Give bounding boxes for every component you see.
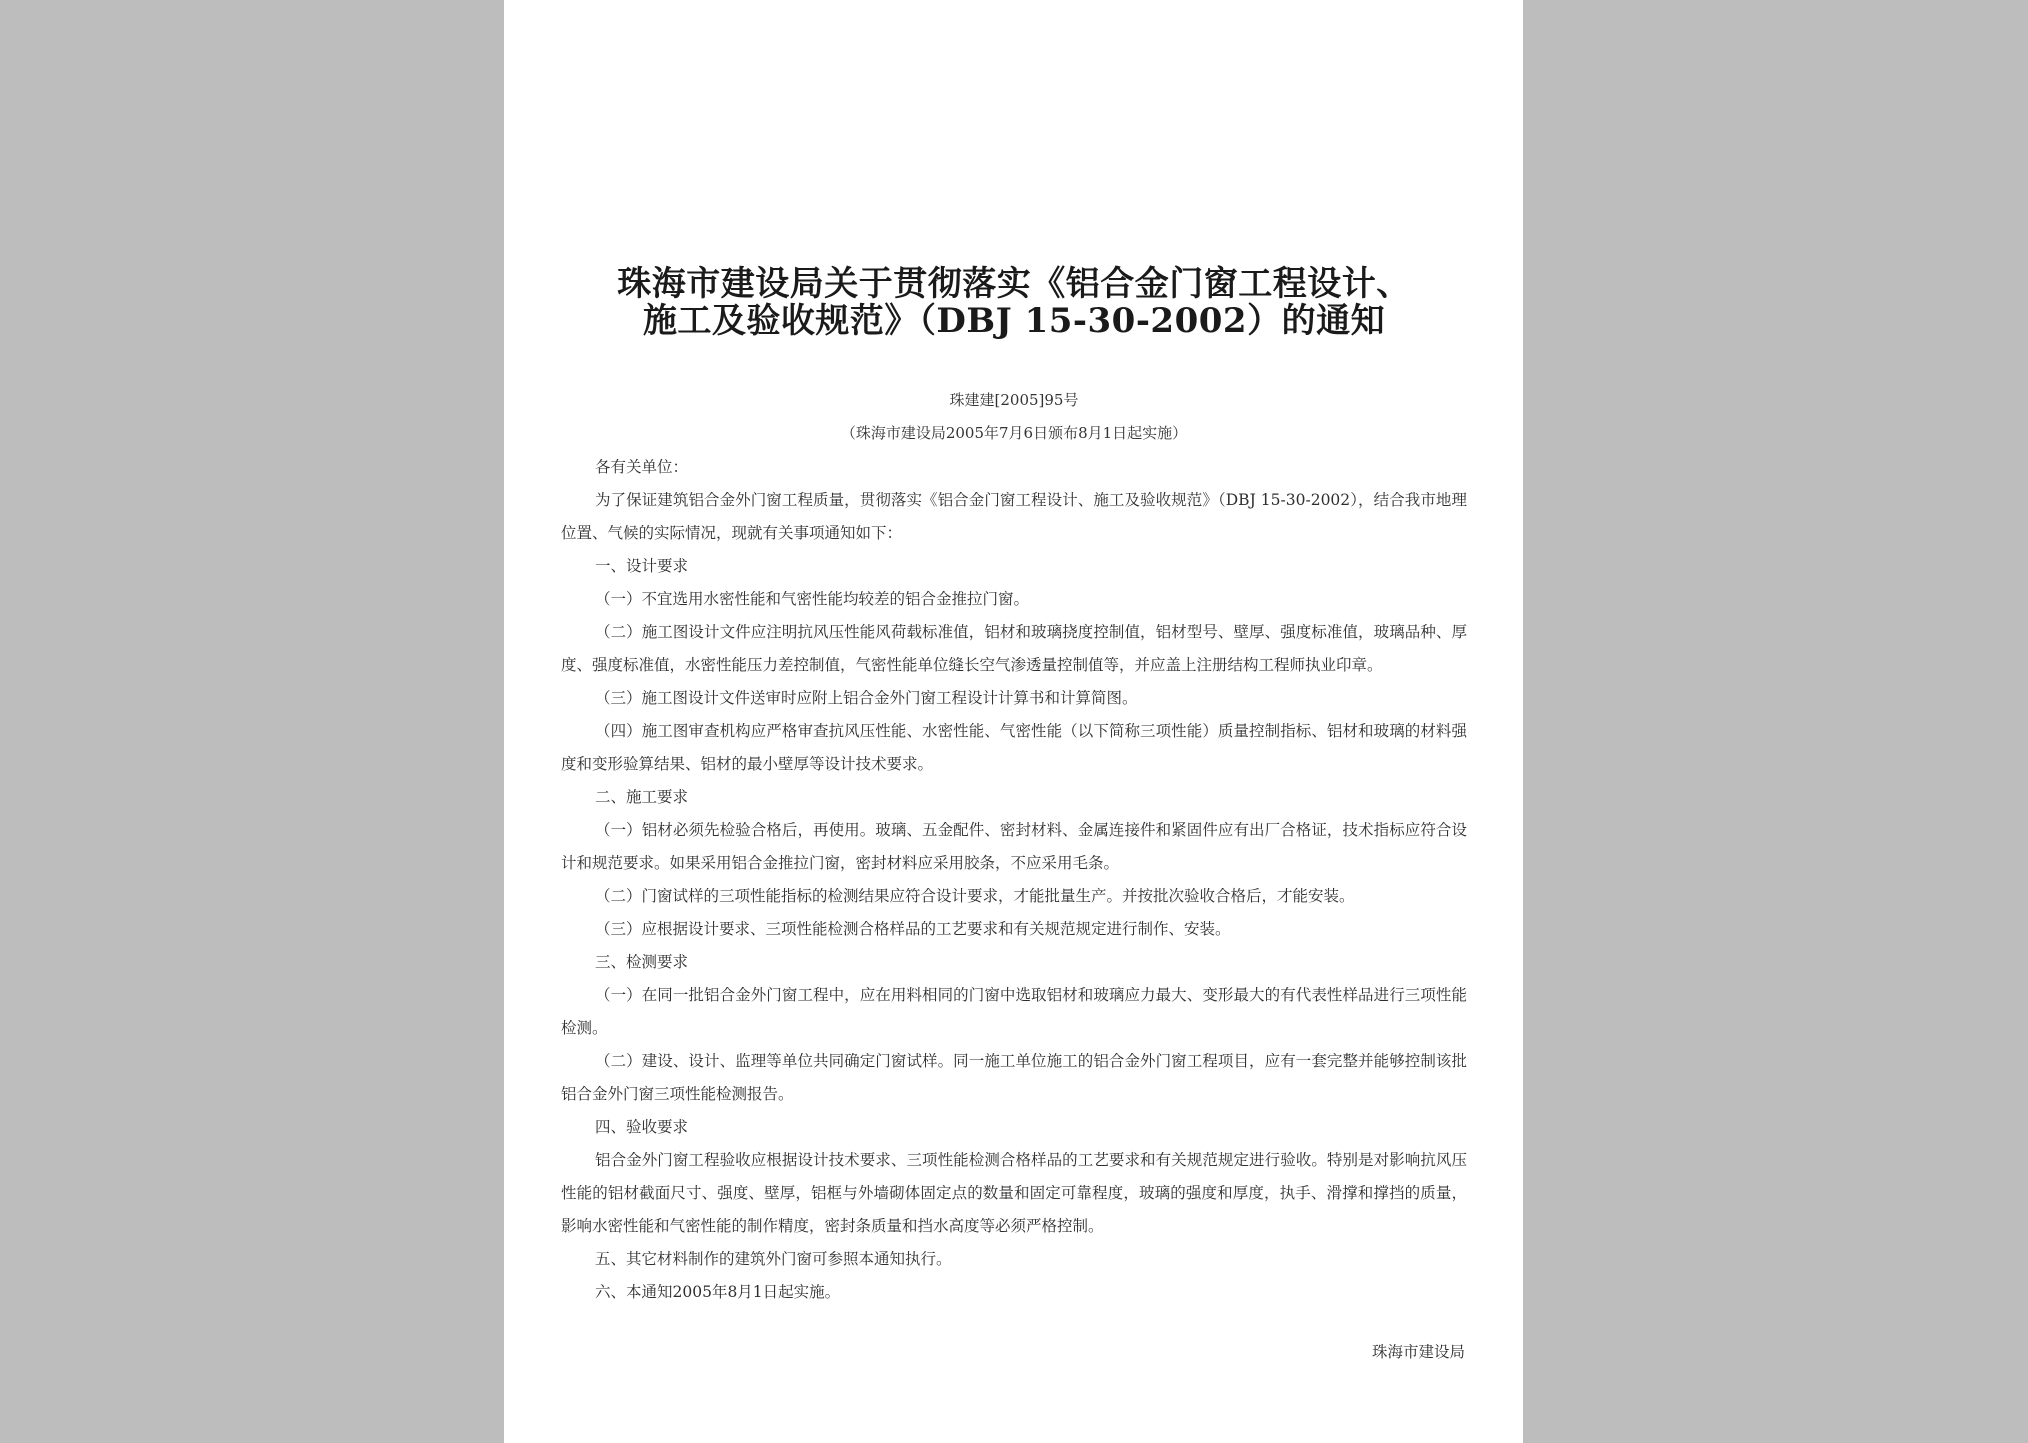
intro-paragraph: 为了保证建筑铝合金外门窗工程质量，贯彻落实《铝合金门窗工程设计、施工及验收规范》（DBJ 15-30-2002），结合我市地理位置、气候的实际情况，现就有关事项通知如下： xyxy=(561,491,1467,542)
paragraph: （三）施工图设计文件送审时应附上铝合金外门窗工程设计计算书和计算简图。 xyxy=(595,689,1138,707)
paragraph: （二）建设、设计、监理等单位共同确定门窗试样。同一施工单位施工的铝合金外门窗工程项目，应有一套完整并能够控制该批铝合金外门窗三项性能检测报告。 xyxy=(561,1052,1467,1103)
document-number: 珠建建[2005]95号 xyxy=(949,391,1079,409)
salutation: 各有关单位： xyxy=(595,458,689,476)
paragraph: （一）在同一批铝合金外门窗工程中，应在用料相同的门窗中选取铝材和玻璃应力最大、变形最大的有代表性样品进行三项性能检测。 xyxy=(561,986,1467,1037)
section-heading: 一、设计要求 xyxy=(595,557,689,575)
paragraph: （二）门窗试样的三项性能指标的检测结果应符合设计要求，才能批量生产。并按批次验收合格后，才能安装。 xyxy=(595,887,1355,905)
paragraph: 铝合金外门窗工程验收应根据设计技术要求、三项性能检测合格样品的工艺要求和有关规范规定进行验收。特别是对影响抗风压性能的铝材截面尺寸、强度、壁厚，铝框与外墙砌体固定点的数量和固定可靠程度，玻璃的强度和厚度，执手、滑撑和撑挡的质量，影响水密性能和气密性能的制作精度，密封条质量和挡水高度等必须严格控制。 xyxy=(561,1151,1467,1235)
paragraph: （一）铝材必须先检验合格后，再使用。玻璃、五金配件、密封材料、金属连接件和紧固件应有出厂合格证，技术指标应符合设计和规范要求。如果采用铝合金推拉门窗，密封材料应采用胶条，不应采用毛条。 xyxy=(561,821,1467,872)
document-page xyxy=(504,0,1523,1443)
issue-note: （珠海市建设局2005年7月6日颁布8月1日起实施） xyxy=(840,424,1188,442)
document-title-line-2: 施工及验收规范》（DBJ 15-30-2002）的通知 xyxy=(642,301,1386,341)
paragraph: （三）应根据设计要求、三项性能检测合格样品的工艺要求和有关规范规定进行制作、安装。 xyxy=(595,920,1231,938)
paragraph: （一）不宜选用水密性能和气密性能均较差的铝合金推拉门窗。 xyxy=(595,590,1030,608)
document-title-line-1: 珠海市建设局关于贯彻落实《铝合金门窗工程设计、 xyxy=(617,264,1411,304)
paragraph: 六、本通知2005年8月1日起实施。 xyxy=(595,1283,841,1301)
section-heading: 三、检测要求 xyxy=(595,953,689,971)
document-body xyxy=(561,451,1467,1309)
section-heading: 二、施工要求 xyxy=(595,788,689,806)
paragraph: （二）施工图设计文件应注明抗风压性能风荷载标准值，铝材和玻璃挠度控制值，铝材型号、壁厚、强度标准值，玻璃品种、厚度、强度标准值，水密性能压力差控制值，气密性能单位缝长空气渗透量控制值等，并应盖上注册结构工程师执业印章。 xyxy=(561,623,1467,674)
paragraph: 五、其它材料制作的建筑外门窗可参照本通知执行。 xyxy=(595,1250,952,1268)
signature: 珠海市建设局 xyxy=(1371,1343,1465,1361)
section-heading: 四、验收要求 xyxy=(595,1118,689,1136)
paragraph: （四）施工图审查机构应严格审查抗风压性能、水密性能、气密性能（以下简称三项性能）质量控制指标、铝材和玻璃的材料强度和变形验算结果、铝材的最小壁厚等设计技术要求。 xyxy=(561,722,1467,773)
